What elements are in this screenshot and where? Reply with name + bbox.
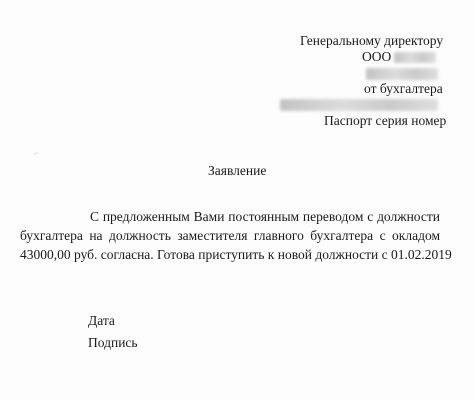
redacted-director-name [366,68,438,80]
statement-body [20,207,452,264]
body-line-2: бухгалтера на должность заместителя главного бухгалтера с окладом [20,228,440,243]
body-line-3: 43000,00 руб. согласна. Готова приступить к новой должности с 01.02.2019 [20,247,452,262]
sender-position: от бухгалтера [364,81,443,96]
date-label: Дата [88,313,115,328]
addressee-company-prefix: ООО [362,49,392,64]
signature-label: Подпись [88,335,138,350]
body-line-1: С предложенным Вами постоянным переводом с должности [90,209,440,224]
scan-artifact-mark: ⌐ [34,148,40,158]
addressee-position: Генеральному директору [300,33,444,48]
passport-line: Паспорт серия номер [324,113,447,128]
redacted-sender-name [280,99,438,111]
document-title: Заявление [208,163,267,178]
redacted-company-name [394,52,436,63]
